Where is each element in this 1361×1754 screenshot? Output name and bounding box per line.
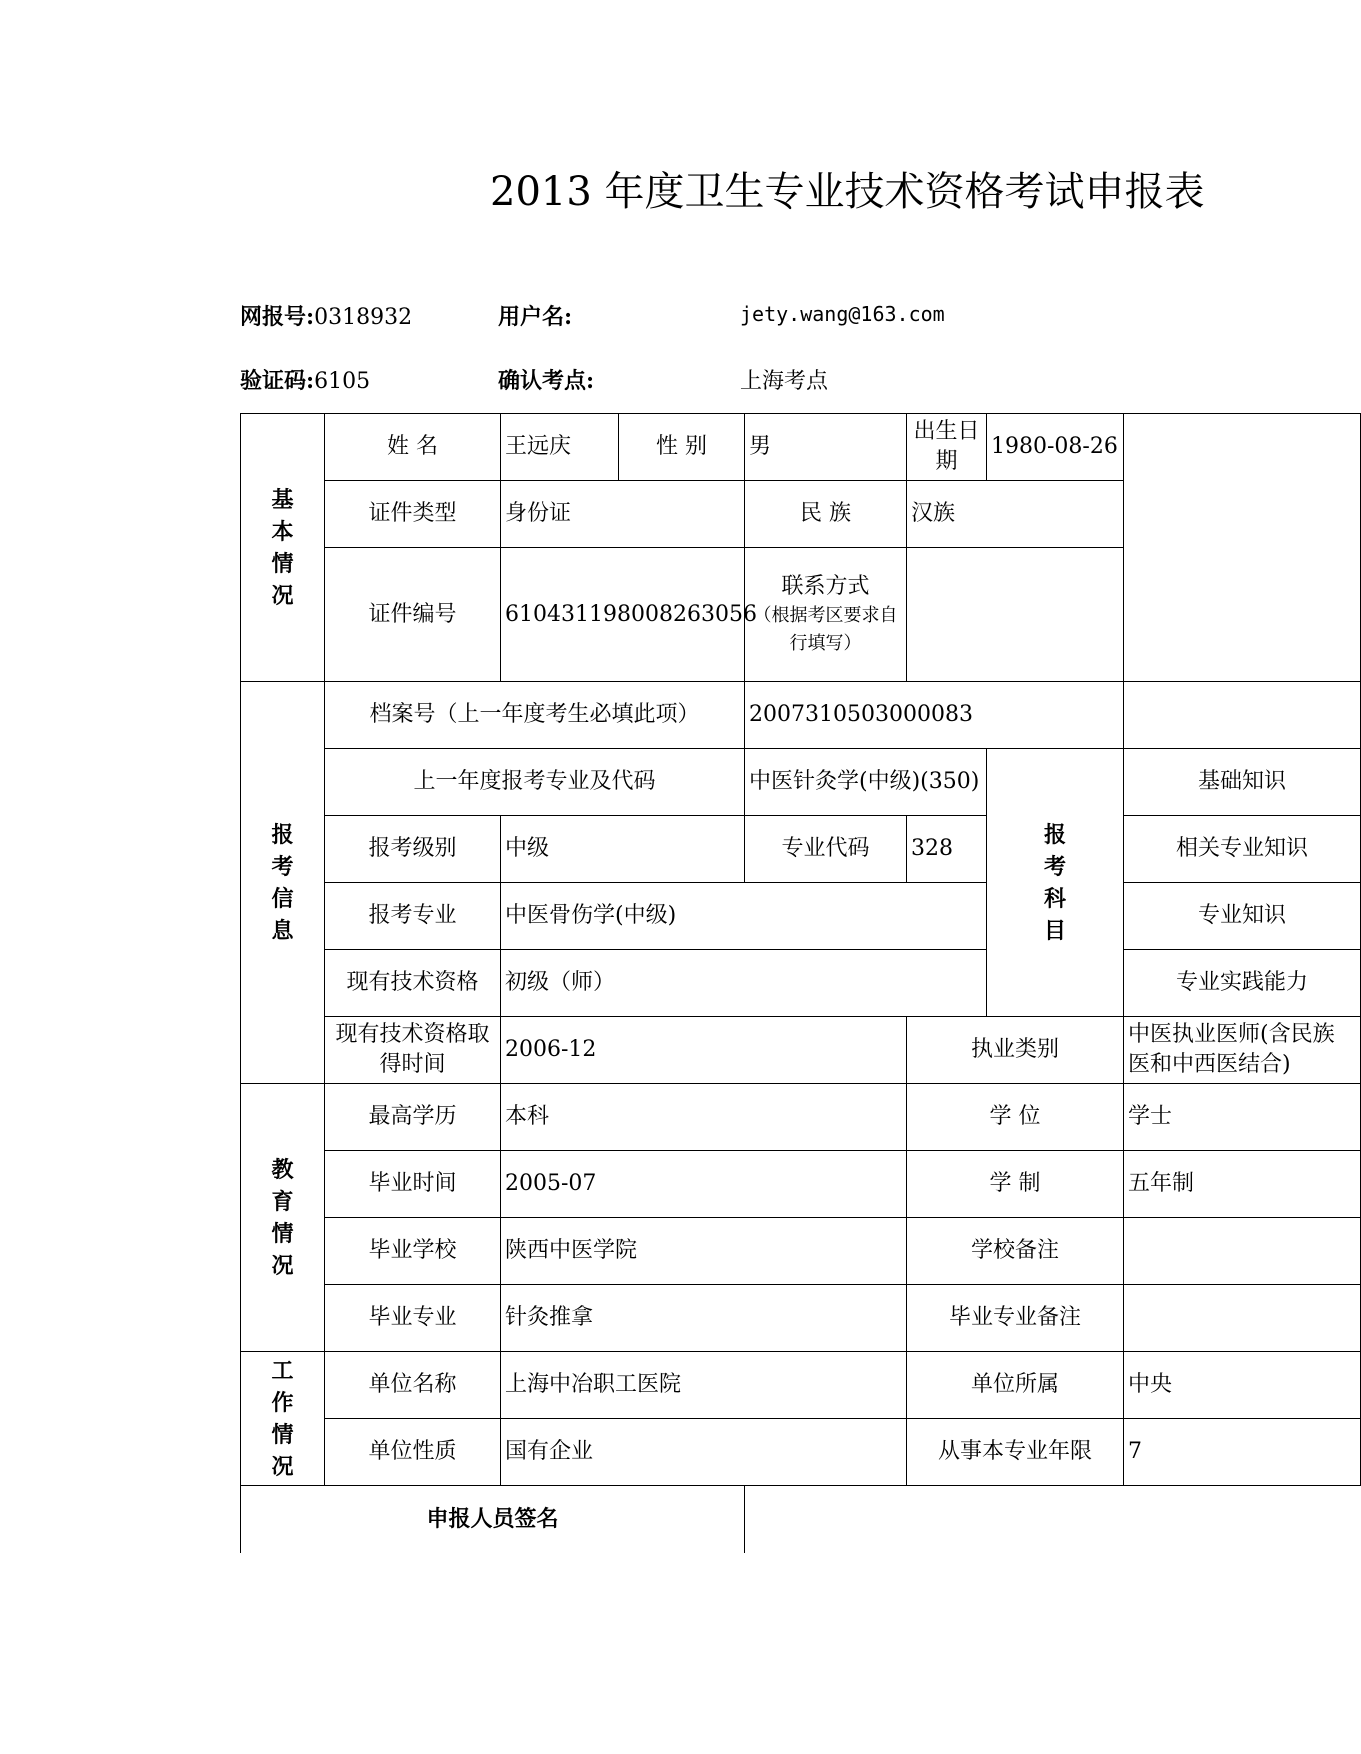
row-sign [241, 1486, 1361, 1553]
id-type-label: 证件类型 [325, 481, 501, 548]
row-prev [241, 749, 1361, 816]
net-no-label: 网报号: [240, 304, 315, 330]
net-no-row [240, 300, 412, 331]
row-name [241, 414, 1361, 481]
gender-value: 男 [745, 414, 907, 481]
years-value: 7 [1124, 1419, 1361, 1486]
xuewei-label: 学 位 [907, 1084, 1124, 1151]
archive-label: 档案号（上一年度考生必填此项） [325, 682, 745, 749]
site-value: 上海考点 [740, 369, 829, 394]
birth-label: 出生日期 [907, 414, 987, 481]
user-value: jety.wang@163.com [740, 302, 945, 326]
xuewei-value: 学士 [1124, 1084, 1361, 1151]
subject-1: 基础知识 [1124, 749, 1361, 816]
edu-major-label: 毕业专业 [325, 1285, 501, 1352]
major-note-value [1124, 1285, 1361, 1352]
level-value: 中级 [501, 816, 745, 883]
code-label: 验证码: [240, 368, 315, 394]
practice-label: 执业类别 [907, 1017, 1124, 1084]
major-note-label: 毕业专业备注 [907, 1285, 1124, 1352]
row-major [241, 883, 1361, 950]
subject-2: 相关专业知识 [1124, 816, 1361, 883]
unit-label: 单位名称 [325, 1352, 501, 1419]
ethnic-label: 民 族 [745, 481, 907, 548]
form-table [240, 413, 1361, 1553]
row-nature [241, 1419, 1361, 1486]
qual-value: 初级（师） [501, 950, 987, 1017]
qual-time-label: 现有技术资格取得时间 [325, 1017, 501, 1084]
degree-label: 最高学历 [325, 1084, 501, 1151]
name-value: 王远庆 [501, 414, 619, 481]
contact-note: （根据考区要求自行填写） [753, 604, 898, 654]
school-value: 陕西中医学院 [501, 1218, 907, 1285]
id-no-label: 证件编号 [325, 548, 501, 682]
id-type-value: 身份证 [501, 481, 745, 548]
belong-label: 单位所属 [907, 1352, 1124, 1419]
site-label: 确认考点: [498, 368, 595, 394]
code-row [240, 364, 370, 395]
section-edu: 教 育 情 况 [241, 1084, 325, 1352]
row-degree [241, 1084, 1361, 1151]
subject-4: 专业实践能力 [1124, 950, 1361, 1017]
ethnic-value: 汉族 [907, 481, 1124, 548]
degree-value: 本科 [501, 1084, 907, 1151]
school-note-label: 学校备注 [907, 1218, 1124, 1285]
section-subjects: 报 考 科 目 [987, 749, 1124, 1017]
major-value: 中医骨伤学(中级) [501, 883, 987, 950]
gender-label: 性 别 [619, 414, 745, 481]
contact-cell [745, 548, 907, 682]
section-work: 工 作 情 况 [241, 1352, 325, 1486]
major-label: 报考专业 [325, 883, 501, 950]
archive-right-cell [1124, 682, 1361, 749]
practice-value: 中医执业医师(含民族医和中西医结合) [1124, 1017, 1361, 1084]
contact-label: 联系方式 [781, 573, 870, 599]
nature-label: 单位性质 [325, 1419, 501, 1486]
xuezhi-value: 五年制 [1124, 1151, 1361, 1218]
row-grad-time [241, 1151, 1361, 1218]
code-value: 6105 [314, 369, 371, 394]
row-school [241, 1218, 1361, 1285]
unit-value: 上海中冶职工医院 [501, 1352, 907, 1419]
years-label: 从事本专业年限 [907, 1419, 1124, 1486]
prev-label: 上一年度报考专业及代码 [325, 749, 745, 816]
section-basic: 基 本 情 况 [241, 414, 325, 682]
belong-value: 中央 [1124, 1352, 1361, 1419]
row-unit [241, 1352, 1361, 1419]
sign-value [745, 1486, 1361, 1553]
grad-time-value: 2005-07 [501, 1151, 907, 1218]
school-label: 毕业学校 [325, 1218, 501, 1285]
sign-label: 申报人员签名 [241, 1486, 745, 1553]
xuezhi-label: 学 制 [907, 1151, 1124, 1218]
user-label: 用户名: [498, 304, 573, 330]
name-label: 姓 名 [325, 414, 501, 481]
row-level [241, 816, 1361, 883]
contact-value [907, 548, 1124, 682]
grad-time-label: 毕业时间 [325, 1151, 501, 1218]
id-no-value: 610431198008263056 [501, 548, 745, 682]
level-label: 报考级别 [325, 816, 501, 883]
qual-label: 现有技术资格 [325, 950, 501, 1017]
school-note-value [1124, 1218, 1361, 1285]
row-edu-major [241, 1285, 1361, 1352]
subject-3: 专业知识 [1124, 883, 1361, 950]
birth-value: 1980-08-26 [987, 414, 1124, 481]
row-qual [241, 950, 1361, 1017]
section-exam: 报 考 信 息 [241, 682, 325, 1084]
qual-time-value: 2006-12 [501, 1017, 907, 1084]
row-archive [241, 682, 1361, 749]
code-label-cell: 专业代码 [745, 816, 907, 883]
edu-major-value: 针灸推拿 [501, 1285, 907, 1352]
page-title: 2013 年度卫生专业技术资格考试申报表 [490, 169, 1205, 215]
prev-value: 中医针灸学(中级)(350) [745, 749, 987, 816]
row-qual-time [241, 1017, 1361, 1084]
net-no-value: 0318932 [314, 305, 413, 330]
nature-value: 国有企业 [501, 1419, 907, 1486]
code-value-cell: 328 [907, 816, 987, 883]
application-form [240, 413, 1335, 1553]
photo-cell [1124, 414, 1361, 682]
archive-value: 2007310503000083 [745, 682, 1124, 749]
